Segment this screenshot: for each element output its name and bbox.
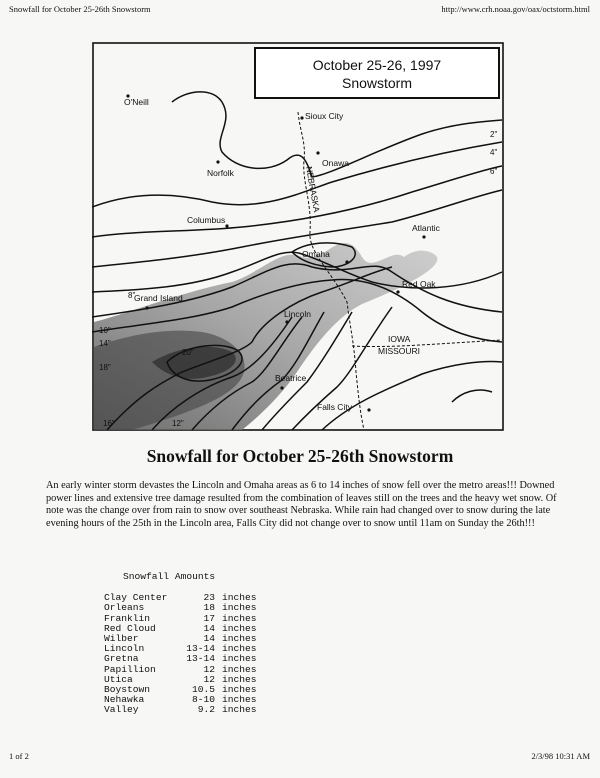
snowfall-map — [92, 42, 504, 431]
contour-label-6-east: 6" — [490, 167, 498, 176]
print-footer — [9, 751, 590, 761]
city-label-red-oak: Red Oak — [402, 279, 436, 289]
amount-city: Valley — [104, 704, 139, 716]
amount-city: Nehawka — [104, 694, 145, 706]
city-label-oneill: O'Neill — [124, 97, 149, 107]
amount-city: Gretna — [104, 653, 139, 665]
city-label-norfolk: Norfolk — [207, 168, 234, 178]
amount-city: Lincoln — [104, 643, 145, 655]
amount-value: 12 — [203, 673, 215, 685]
amount-value: 23 — [203, 592, 215, 604]
amount-unit: inches — [222, 612, 257, 624]
amount-value: 14 — [203, 622, 215, 634]
city-label-columbus: Columbus — [187, 215, 226, 225]
amount-unit: inches — [222, 602, 257, 614]
amount-city: Orleans — [104, 602, 145, 614]
print-header-title: Snowfall for October 25-26th Snowstorm — [9, 4, 151, 14]
amount-value: 13-14 — [186, 643, 215, 655]
amount-unit: inches — [222, 592, 257, 604]
city-label-lincoln: Lincoln — [284, 309, 311, 319]
state-label-nebraska: NEBRASKA — [304, 165, 322, 213]
contour-label-2-east: 2" — [490, 130, 498, 139]
amount-city: Red Cloud — [104, 622, 156, 634]
storm-description: An early winter storm devastes the Lincoln and Omaha areas as 6 to 14 inches of snow fell over the metro areas!!! Downed power lines and extensive tree damage resulted from the combination of leaves still on the trees and the heavy wet snow. Of note was the change over from rain to snow over southeast Nebraska. While rain had changed over to snow during the late evening hours of the 25th in the Lincoln area, Falls City did not change over to snow until 11am on Sunday the 26th!!! — [46, 480, 557, 529]
snowfall-amounts-table — [104, 572, 257, 716]
city-label-onawa: Onawa — [322, 158, 349, 168]
amounts-title: Snowfall Amounts — [123, 571, 216, 582]
amount-unit: inches — [222, 653, 257, 665]
amount-unit: inches — [222, 673, 257, 685]
amount-unit: inches — [222, 694, 257, 706]
amount-value: 8-10 — [191, 694, 215, 706]
amount-city: Utica — [104, 673, 133, 685]
contour-label-20-center: 20" — [182, 348, 194, 357]
page-heading: Snowfall for October 25-26th Snowstorm — [146, 446, 454, 466]
amount-unit: inches — [222, 622, 257, 634]
amount-unit: inches — [222, 643, 257, 655]
city-label-omaha: Omaha — [302, 249, 330, 259]
amount-city: Boystown — [104, 684, 151, 696]
amount-value: 14 — [203, 633, 215, 645]
print-timestamp: 2/3/98 10:31 AM — [531, 751, 590, 761]
contour-label-10-west: 10" — [99, 326, 111, 335]
amount-value: 13-14 — [186, 653, 215, 665]
contour-label-16-south: 16" — [103, 419, 115, 428]
amount-unit: inches — [222, 663, 257, 675]
state-label-iowa: IOWA — [388, 334, 411, 344]
map-title-line2: Snowstorm — [341, 75, 413, 91]
amount-unit: inches — [222, 633, 257, 645]
amount-value: 17 — [203, 612, 215, 624]
contour-label-4-east: 4" — [490, 148, 498, 157]
amount-city: Franklin — [104, 612, 151, 624]
map-title-line1: October 25-26, 1997 — [312, 57, 442, 73]
contour-label-8-west: 8" — [128, 291, 136, 300]
amount-unit: inches — [222, 704, 257, 716]
amount-value: 12 — [203, 663, 215, 675]
city-label-sioux-city: Sioux City — [305, 111, 344, 121]
city-label-grand-island: Grand Island — [134, 293, 183, 303]
amount-unit: inches — [222, 684, 257, 696]
amount-city: Clay Center — [104, 592, 168, 604]
contour-label-12-south: 12" — [172, 419, 184, 428]
table-row — [104, 705, 257, 715]
amount-value: 10.5 — [191, 684, 215, 696]
city-label-falls-city: Falls City — [317, 402, 352, 412]
print-header — [9, 4, 590, 14]
city-label-beatrice: Beatrice — [275, 373, 307, 383]
amount-value: 9.2 — [197, 704, 215, 716]
state-label-missouri: MISSOURI — [378, 346, 421, 356]
amount-city: Papillion — [104, 663, 156, 675]
city-label-atlantic: Atlantic — [412, 223, 440, 233]
page-number: 1 of 2 — [9, 751, 29, 761]
contour-label-18-west: 18" — [99, 363, 111, 372]
contour-label-14-west: 14" — [99, 339, 111, 348]
print-header-url: http://www.crh.noaa.gov/oax/octstorm.html — [441, 4, 590, 14]
amount-city: Wilber — [104, 633, 139, 645]
amount-value: 18 — [203, 602, 215, 614]
